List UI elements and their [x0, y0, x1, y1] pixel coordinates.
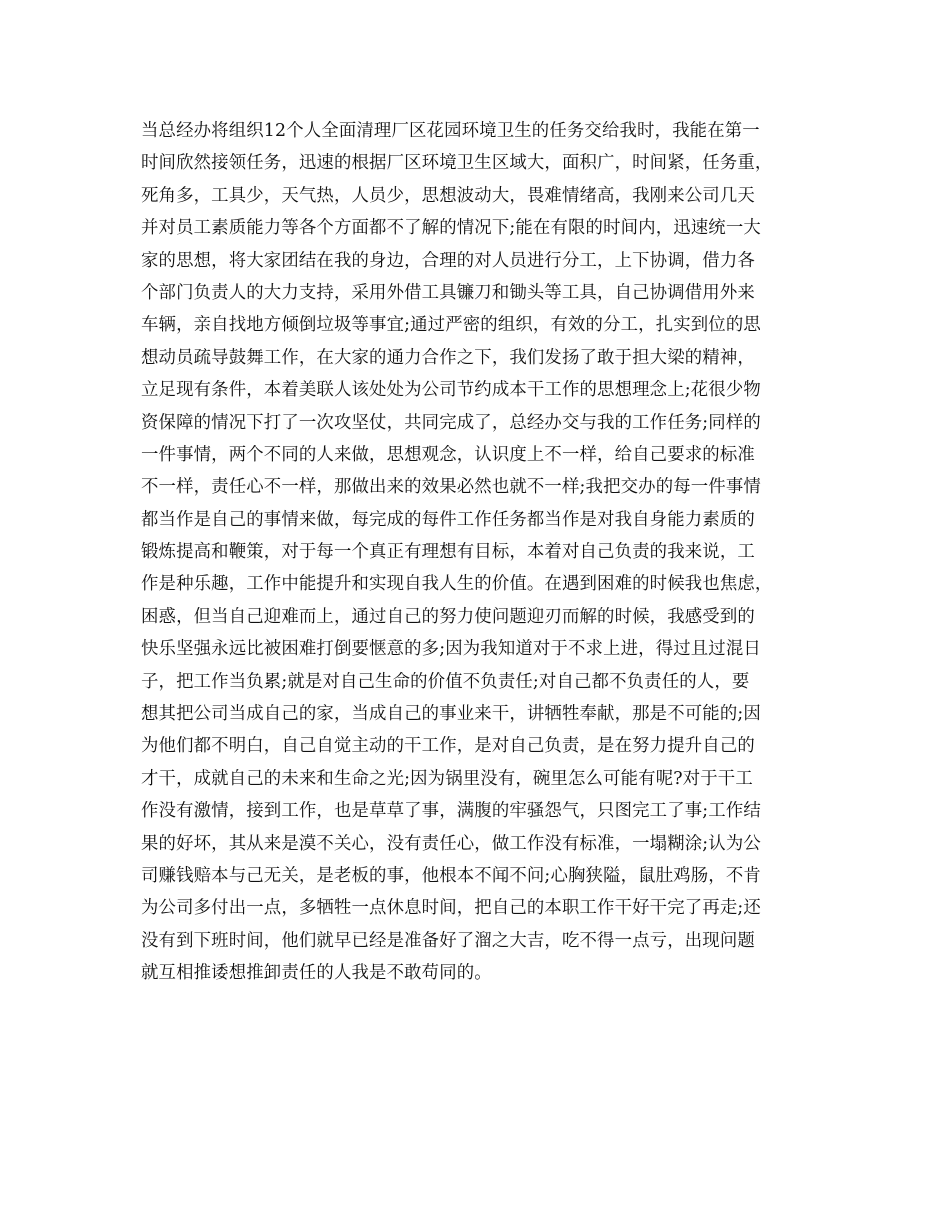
paragraph-line: 就互相推诿想推卸责任的人我是不敢苟同的。	[141, 963, 492, 984]
paragraph-line: 司赚钱赔本与己无关，是老板的事，他根本不闻不问;心胸狭隘，鼠肚鸡肠，不肯	[141, 865, 761, 886]
paragraph-line: 作是种乐趣，工作中能提升和实现自我人生的价值。在遇到困难的时候我也焦虑，	[141, 574, 773, 595]
paragraph-line: 为公司多付出一点，多牺牲一点休息时间，把自己的本职工作干好干完了再走;还	[141, 898, 761, 919]
paragraph-line: 没有到下班时间，他们就早已经是准备好了溜之大吉，吃不得一点亏，出现问题	[141, 930, 755, 951]
paragraph-line: 时间欣然接领任务，迅速的根据厂区环境卫生区域大，面积广，时间紧，任务重，	[141, 153, 773, 174]
paragraph-line: 为他们都不明白，自己自觉主动的干工作，是对自己负责，是在努力提升自己的	[141, 736, 755, 757]
paragraph-line: 都当作是自己的事情来做，每完成的每件工作任务都当作是对我自身能力素质的	[141, 509, 755, 530]
paragraph-line: 果的好坏，其从来是漠不关心，没有责任心，做工作没有标准，一塌糊涂;认为公	[141, 833, 761, 854]
paragraph-line: 家的思想，将大家团结在我的身边，合理的对人员进行分工，上下协调，借力各	[141, 250, 755, 271]
paragraph-line: 作没有激情，接到工作，也是草草了事，满腹的牢骚怨气，只图完工了事;工作结	[141, 801, 761, 822]
paragraph-line: 锻炼提高和鞭策，对于每一个真正有理想有目标，本着对自己负责的我来说，工	[141, 542, 755, 563]
body-paragraph	[141, 115, 821, 990]
paragraph-line: 并对员工素质能力等各个方面都不了解的情况下;能在有限的时间内，迅速统一大	[141, 218, 761, 239]
paragraph-line: 不一样，责任心不一样，那做出来的效果必然也就不一样;我把交办的每一件事情	[141, 477, 761, 498]
paragraph-line: 一件事情，两个不同的人来做，思想观念，认识度上不一样，给自己要求的标准	[141, 444, 755, 465]
paragraph-line: 想其把公司当成自己的家，当成自己的事业来干，讲牺牲奉献，那是不可能的;因	[141, 704, 761, 725]
paragraph-line: 个部门负责人的大力支持，采用外借工具镰刀和锄头等工具，自己协调借用外来	[141, 282, 755, 303]
paragraph-line: 死角多，工具少，天气热，人员少，思想波动大，畏难情绪高，我刚来公司几天	[141, 185, 755, 206]
paragraph-line: 资保障的情况下打了一次攻坚仗，共同完成了，总经办交与我的工作任务;同样的	[141, 412, 761, 433]
paragraph-line: 困惑，但当自己迎难而上，通过自己的努力使问题迎刃而解的时候，我感受到的	[141, 606, 755, 627]
paragraph-line: 子，把工作当负累;就是对自己生命的价值不负责任;对自己都不负责任的人，要	[141, 671, 750, 692]
paragraph-line: 才干，成就自己的未来和生命之光;因为锅里没有，碗里怎么可能有呢?对于干工	[141, 768, 753, 789]
paragraph-line: 立足现有条件，本着美联人该处处为公司节约成本干工作的思想理念上;花很少物	[141, 380, 761, 401]
paragraph-line: 想动员疏导鼓舞工作，在大家的通力合作之下，我们发扬了敢于担大梁的精神，	[141, 347, 755, 368]
paragraph-line: 快乐坚强永远比被困难打倒要惬意的多;因为我知道对于不求上进，得过且过混日	[141, 639, 761, 660]
paragraph-line: 当总经办将组织12个人全面清理厂区花园环境卫生的任务交给我时，我能在第一	[141, 121, 760, 141]
paragraph-line: 车辆，亲自找地方倾倒垃圾等事宜;通过严密的组织，有效的分工，扎实到位的思	[141, 315, 761, 336]
